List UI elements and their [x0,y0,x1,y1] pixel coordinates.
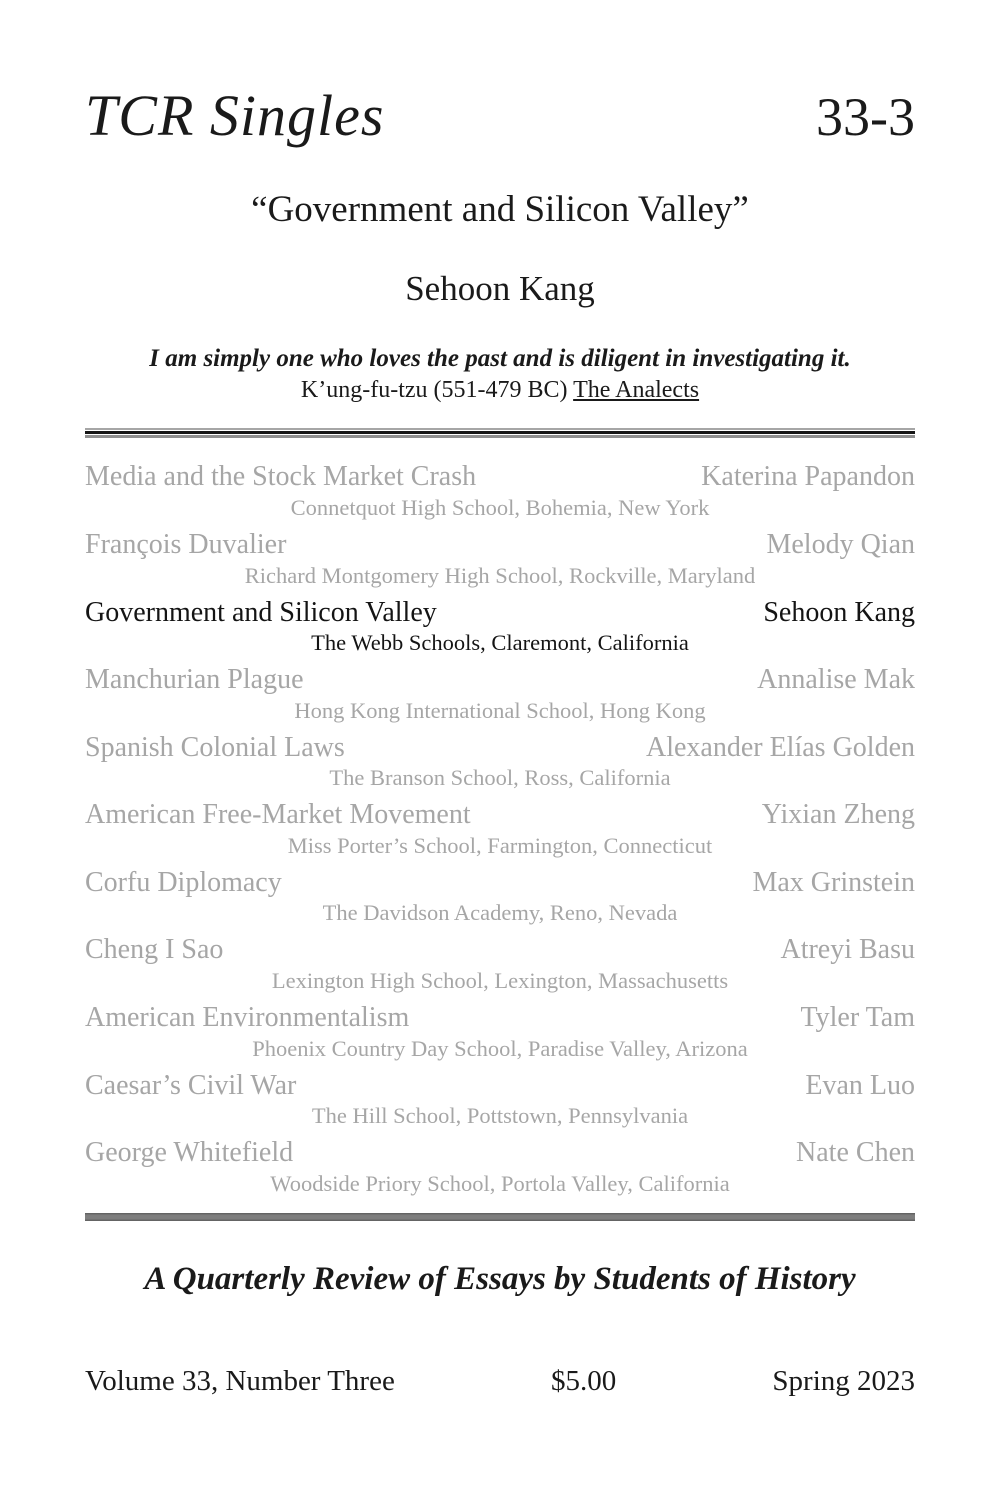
toc-entry [85,528,915,589]
bottom-divider-rule [85,1213,915,1221]
footer-season: Spring 2023 [772,1364,915,1397]
toc-entry [85,866,915,927]
toc-entry-title: Cheng I Sao [85,934,224,966]
toc-entry-school: The Webb Schools, Claremont, California [311,630,689,656]
footer-volume: Volume 33, Number Three [85,1364,395,1397]
toc-entry [85,798,915,859]
masthead [0,0,1000,148]
rule-line [85,431,915,434]
epigraph-attribution [0,377,1000,405]
toc-entry-author: Katerina Papandon [701,461,915,493]
toc-entry-school: The Hill School, Pottstown, Pennsylvania [311,1103,689,1129]
rule-line [85,428,915,430]
toc-entry-title: Spanish Colonial Laws [85,731,345,763]
toc-entry-title: Manchurian Plague [85,664,304,696]
toc-entry-school: The Branson School, Ross, California [329,765,671,791]
toc-entry-author: Max Grinstein [752,866,915,898]
toc-entry-title: Caesar’s Civil War [85,1069,297,1101]
toc-entry-author: Alexander Elías Golden [645,731,915,763]
toc-entry-author: Tyler Tam [800,1002,915,1034]
toc-entry-school: Connetquot High School, Bohemia, New York [290,494,710,520]
journal-title: TCR Singles [85,83,385,148]
featured-essay [0,190,1000,309]
toc-entry-author: Atreyi Basu [780,934,915,966]
toc-entry-school: Hong Kong International School, Hong Kong [294,697,706,723]
toc-entry [85,933,915,994]
toc-entry [85,1136,915,1197]
toc-entry-school: Woodside Priory School, Portola Valley, California [270,1170,730,1196]
top-divider-rule [85,428,915,438]
footer-price: $5.00 [550,1364,617,1397]
toc-entry-title: Media and the Stock Market Crash [85,461,477,493]
toc-entry-school: Lexington High School, Lexington, Massachusetts [271,968,729,994]
featured-essay-title: “Government and Silicon Valley” [251,188,749,230]
toc-entry [85,1069,915,1130]
toc-entry-title: François Duvalier [85,528,287,560]
toc-entry-title: Corfu Diplomacy [85,866,282,898]
toc-entry [85,731,915,792]
toc-entry-author: Melody Qian [766,528,915,560]
toc-entry-author: Sehoon Kang [763,596,915,628]
toc-entry-author: Yixian Zheng [761,799,915,831]
toc-entry-school: Richard Montgomery High School, Rockville, Maryland [244,562,756,588]
toc-entry [85,460,915,521]
epigraph-quote: I am simply one who loves the past and is diligent in investigating it. [149,344,851,372]
toc-entry-title: American Free-Market Movement [85,799,471,831]
toc-entry-author: Annalise Mak [757,664,915,696]
tagline: A Quarterly Review of Essays by Students of History [144,1260,856,1297]
toc-entry-author: Evan Luo [805,1069,915,1101]
toc-entry-title: George Whitefield [85,1137,294,1169]
toc-entry-highlighted [85,596,915,657]
epigraph-source: The Analects [573,376,700,403]
table-of-contents [0,438,1000,1197]
toc-entry-title: Government and Silicon Valley [85,596,437,628]
issue-number: 33-3 [816,87,915,147]
footer [0,1365,1000,1398]
toc-entry-school: Phoenix Country Day School, Paradise Valley, Arizona [252,1035,748,1061]
toc-entry-author: Nate Chen [796,1137,915,1169]
epigraph-attribution-name: K’ung-fu-tzu (551-479 BC) [300,376,568,403]
toc-entry-title: American Environmentalism [85,1002,410,1034]
epigraph [0,345,1000,404]
featured-essay-author: Sehoon Kang [405,269,595,309]
toc-entry-school: The Davidson Academy, Reno, Nevada [322,900,678,926]
toc-entry [85,663,915,724]
toc-entry [85,1001,915,1062]
toc-entry-school: Miss Porter’s School, Farmington, Connecticut [287,832,713,858]
